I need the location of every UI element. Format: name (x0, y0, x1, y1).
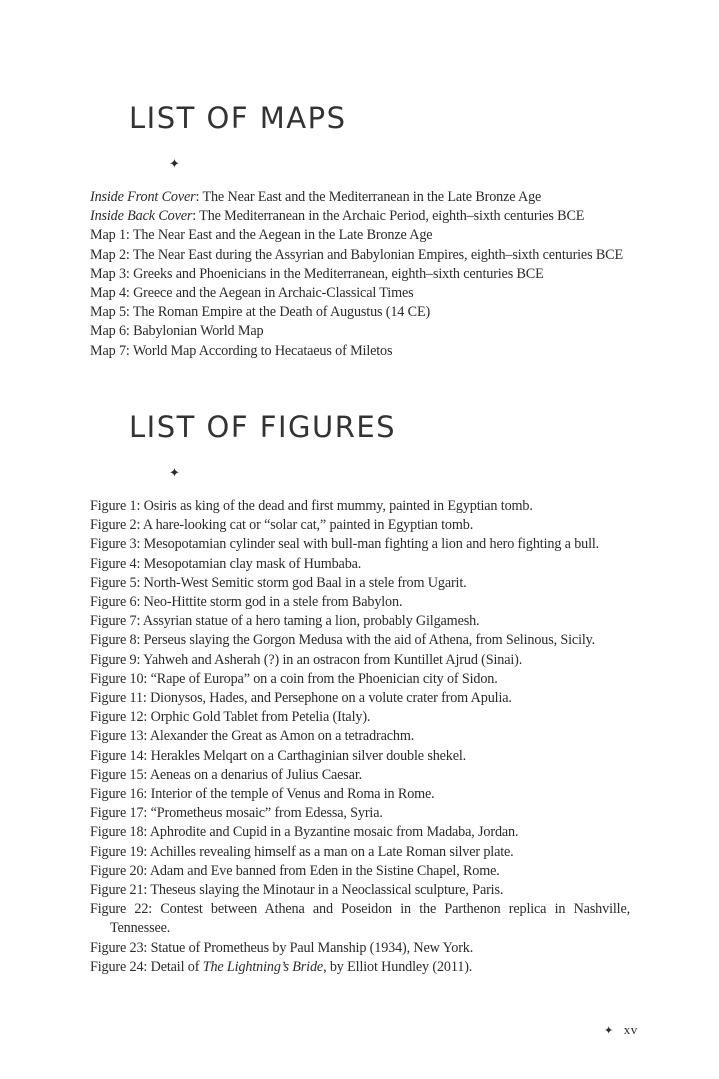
list-item: Figure 13: Alexander the Great as Amon on a tetradrachm. (90, 728, 415, 745)
entry-prefix: Inside Front Cover (90, 189, 196, 205)
maps-list (90, 188, 630, 361)
list-item: Figure 14: Herakles Melqart on a Carthaginian silver double shekel. (90, 747, 467, 764)
list-item: Figure 9: Yahweh and Asherah (?) in an ostracon from Kuntillet Ajrud (Sinai). (90, 651, 523, 668)
list-item: Map 5: The Roman Empire at the Death of Augustus (14 CE) (90, 304, 431, 321)
list-item: Figure 24: Detail of The Lightning’s Bride, by Elliot Hundley (2011). (90, 958, 473, 975)
list-item: Figure 8: Perseus slaying the Gorgon Medusa with the aid of Athena, from Selinous, Sicily. (90, 632, 596, 649)
list-item: Map 2: The Near East during the Assyrian and Babylonian Empires, eighth–sixth centuries BCE (90, 246, 623, 263)
list-item: Map 6: Babylonian World Map (90, 323, 264, 340)
list-item: Figure 16: Interior of the temple of Venus and Roma in Rome. (90, 786, 435, 803)
list-item: Figure 4: Mesopotamian clay mask of Humbaba. (90, 555, 362, 572)
figures-list (90, 497, 630, 977)
list-item: Map 7: World Map According to Hecataeus of Miletos (90, 342, 393, 359)
list-item: Figure 3: Mesopotamian cylinder seal with bull-man fighting a lion and hero fighting a bull. (90, 536, 600, 553)
list-item: Inside Front Cover: The Near East and the Mediterranean in the Late Bronze Age (90, 189, 542, 205)
folio-ornament-icon: ✦ (604, 1025, 614, 1037)
list-item: Figure 6: Neo-Hittite storm god in a stele from Babylon. (90, 594, 403, 611)
list-item: Figure 15: Aeneas on a denarius of Julius Caesar. (90, 766, 363, 783)
page-number: xv (623, 1022, 638, 1037)
list-item: Figure 19: Achilles revealing himself as a man on a Late Roman silver plate. (90, 843, 514, 860)
list-item: Figure 21: Theseus slaying the Minotaur in a Neoclassical sculpture, Paris. (90, 882, 504, 899)
list-item: Figure 22: Contest between Athena and Poseidon in the Parthenon replica in Nashville, Tennessee. (90, 901, 630, 937)
list-item: Map 3: Greeks and Phoenicians in the Mediterranean, eighth–sixth centuries BCE (90, 265, 544, 282)
list-item: Figure 2: A hare-looking cat or “solar cat,” painted in Egyptian tomb. (90, 517, 474, 534)
list-item: Figure 10: “Rape of Europa” on a coin from the Phoenician city of Sidon. (90, 670, 498, 687)
list-item: Map 1: The Near East and the Aegean in the Late Bronze Age (90, 227, 433, 244)
list-item: Figure 5: North-West Semitic storm god Baal in a stele from Ugarit. (90, 574, 467, 591)
list-item: Figure 23: Statue of Prometheus by Paul Manship (1934), New York. (90, 939, 474, 956)
maps-ornament-icon: ✦ (169, 156, 180, 171)
list-of-maps-heading: LIST OF MAPS (129, 101, 347, 135)
list-item: Map 4: Greece and the Aegean in Archaic-Classical Times (90, 285, 414, 302)
list-item: Figure 17: “Prometheus mosaic” from Edessa, Syria. (90, 805, 383, 822)
artwork-title: The Lightning’s Bride (202, 958, 324, 975)
list-item: Figure 1: Osiris as king of the dead and first mummy, painted in Egyptian tomb. (90, 498, 533, 514)
list-item: Figure 18: Aphrodite and Cupid in a Byzantine mosaic from Madaba, Jordan. (90, 824, 519, 841)
list-item: Figure 12: Orphic Gold Tablet from Petelia (Italy). (90, 709, 371, 726)
list-of-figures-heading: LIST OF FIGURES (129, 410, 397, 444)
list-item: Inside Back Cover: The Mediterranean in the Archaic Period, eighth–sixth centuries BCE (90, 208, 585, 225)
entry-prefix: Inside Back Cover (90, 208, 193, 225)
list-item: Figure 20: Adam and Eve banned from Eden in the Sistine Chapel, Rome. (90, 862, 500, 879)
page-folio (604, 1022, 638, 1038)
list-item: Figure 11: Dionysos, Hades, and Persephone on a volute crater from Apulia. (90, 690, 512, 707)
figures-ornament-icon: ✦ (169, 465, 180, 480)
list-item: Figure 7: Assyrian statue of a hero taming a lion, probably Gilgamesh. (90, 613, 480, 630)
